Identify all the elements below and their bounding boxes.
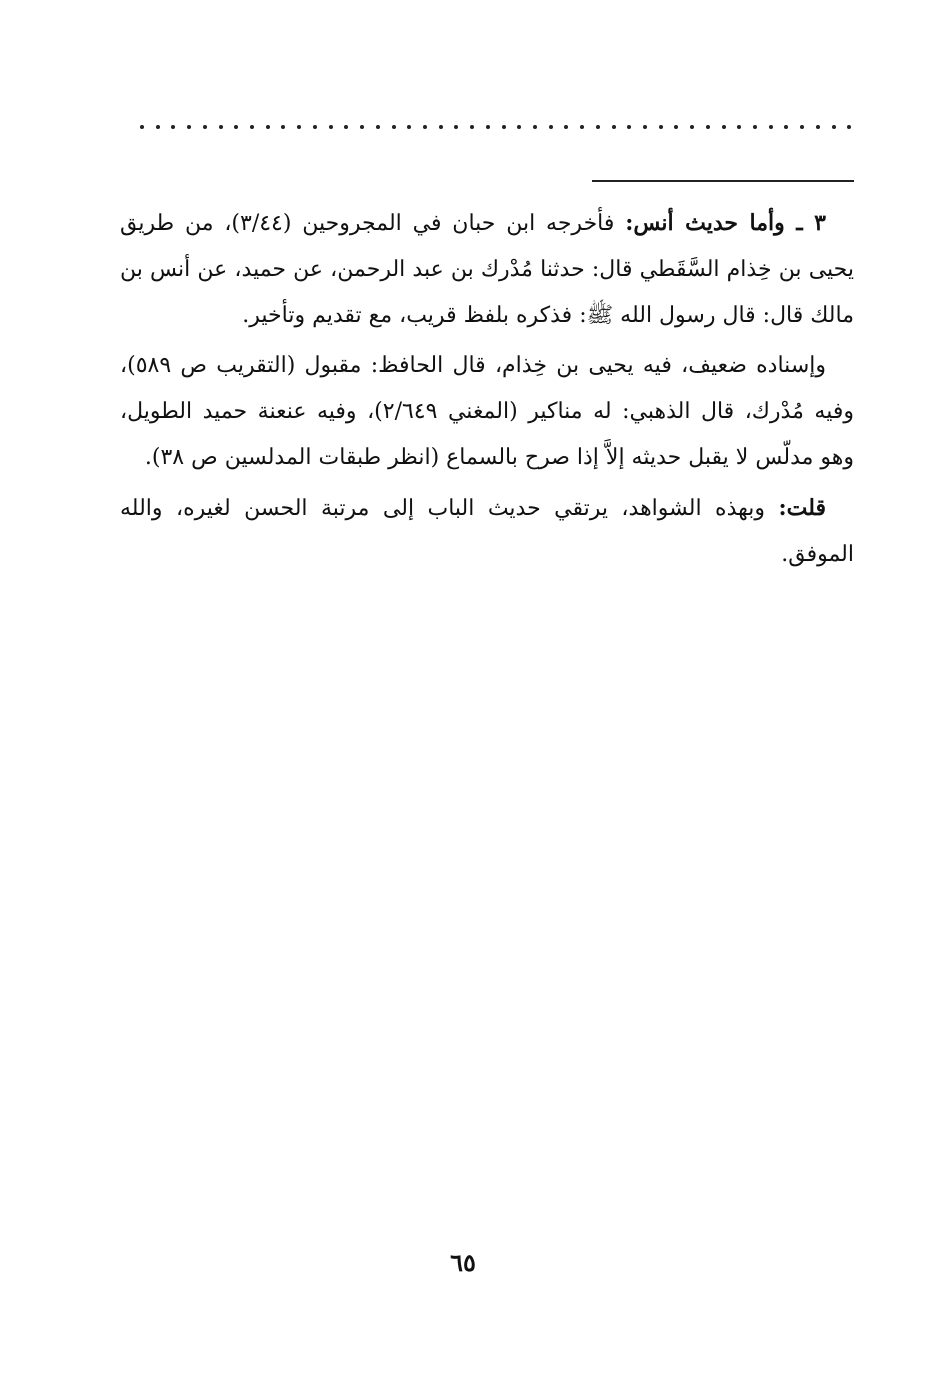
dotted-separator xyxy=(140,112,852,142)
page-number: ٦٥ xyxy=(450,1248,476,1277)
conclusion-paragraph xyxy=(120,485,854,578)
footnote-3 xyxy=(120,200,854,339)
footnote-3-body: فأخرجه ابن حبان في المجروحين (٣/٤٤)، من طريق يحيى بن خِذام السَّقَطي قال: حدثنا مُدْرك بن عبد الرحمن، عن حميد، عن أنس بن مالك قال: قال رسول الله ﷺ: فذكره بلفظ قريب، مع تقديم وتأخير. xyxy=(120,211,854,328)
footnote-rule xyxy=(592,180,854,182)
conclusion-body: وبهذه الشواهد، يرتقي حديث الباب إلى مرتبة الحسن لغيره، والله الموفق. xyxy=(120,496,854,567)
footnotes-section xyxy=(120,200,854,582)
isnad-paragraph: وإسناده ضعيف، فيه يحيى بن خِذام، قال الحافظ: مقبول (التقريب ص ٥٨٩)، وفيه مُدْرك، قال الذهبي: له مناكير (المغني ٢/٦٤٩)، وفيه عنعنة حميد الطويل، وهو مدلّس لا يقبل حديثه إلاَّ إذا صرح بالسماع (انظر طبقات المدلسين ص ٣٨). xyxy=(120,353,854,470)
footnote-3-lead: ٣ ـ وأما حديث أنس: xyxy=(625,210,826,236)
conclusion-lead: قلت: xyxy=(778,495,826,521)
